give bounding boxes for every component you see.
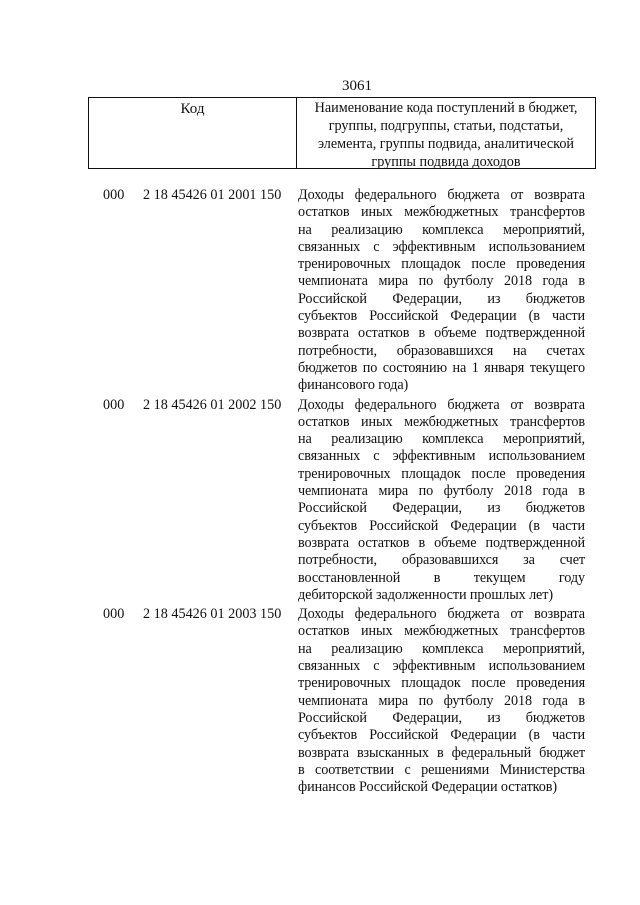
description-line: остатков иных межбюджетных трансфертов <box>298 623 585 640</box>
description-line: в соответствии с решениями Министерства <box>298 761 585 778</box>
description-line: потребности, образовавшихся на счетах <box>298 342 585 359</box>
description-line: остатков иных межбюджетных трансфертов <box>298 204 585 221</box>
admin-code: 000 <box>103 187 125 203</box>
description-line: возврата остатков в объеме подтвержденной <box>298 534 585 551</box>
header-name-label: Наименование кода поступлений в бюджет, группы, подгруппы, статьи, подстатьи, элемента, группы подвида, аналитической группы подвида доходов <box>314 100 578 170</box>
description-line: потребности, образовавшихся за счет <box>298 552 585 569</box>
description-line: на реализацию комплекса мероприятий, <box>298 221 585 238</box>
table-row <box>0 187 640 395</box>
description-line: Российской Федерации, из бюджетов <box>298 709 585 726</box>
description-line: дебиторской задолженности прошлых лет) <box>298 586 553 603</box>
description-line: Доходы федерального бюджета от возврата <box>298 606 585 623</box>
income-code: 2 18 45426 01 2001 150 <box>143 187 282 203</box>
income-description <box>298 187 585 395</box>
description-line: Доходы федерального бюджета от возврата <box>298 187 585 203</box>
description-line: возврата остатков в объеме подтвержденной <box>298 325 585 342</box>
description-line: Российской Федерации, из бюджетов <box>298 500 585 517</box>
description-line: финансового года) <box>298 377 409 394</box>
table-row <box>0 397 640 605</box>
description-line: тренировочных площадок после проведения <box>298 675 585 692</box>
description-line: восстановленной в текущем году <box>298 569 585 586</box>
description-line: чемпионата мира по футболу 2018 года в <box>298 483 585 500</box>
description-line: чемпионата мира по футболу 2018 года в <box>298 273 585 290</box>
entries-list <box>0 187 640 798</box>
admin-code: 000 <box>103 606 125 623</box>
description-line: связанных с эффективным использованием <box>298 658 585 675</box>
description-line: остатков иных межбюджетных трансфертов <box>298 413 585 430</box>
page-number: 3061 <box>342 78 372 94</box>
description-line: субъектов Российской Федерации (в части <box>298 308 585 325</box>
description-line: субъектов Российской Федерации (в части <box>298 727 585 744</box>
table-header <box>88 97 596 169</box>
description-line: тренировочных площадок после проведения <box>298 256 585 273</box>
table-row <box>0 606 640 796</box>
description-line: бюджетов по состоянию на 1 января текущего <box>298 359 585 376</box>
description-line: на реализацию комплекса мероприятий, <box>298 640 585 657</box>
description-line: на реализацию комплекса мероприятий, <box>298 431 585 448</box>
description-line: связанных с эффективным использованием <box>298 238 585 255</box>
description-line: субъектов Российской Федерации (в части <box>298 517 585 534</box>
income-description <box>298 606 585 796</box>
header-code-label: Код <box>89 98 297 168</box>
description-line: финансов Российской Федерации остатков) <box>298 779 557 796</box>
income-description <box>298 397 585 605</box>
description-line: Доходы федерального бюджета от возврата <box>298 396 585 413</box>
admin-code: 000 <box>103 396 125 413</box>
description-line: возврата взысканных в федеральный бюджет <box>298 744 585 761</box>
description-line: Российской Федерации, из бюджетов <box>298 290 585 307</box>
description-line: чемпионата мира по футболу 2018 года в <box>298 692 585 709</box>
income-code: 2 18 45426 01 2003 150 <box>143 606 282 623</box>
description-line: тренировочных площадок после проведения <box>298 465 585 482</box>
description-line: связанных с эффективным использованием <box>298 448 585 465</box>
income-code: 2 18 45426 01 2002 150 <box>143 396 282 413</box>
